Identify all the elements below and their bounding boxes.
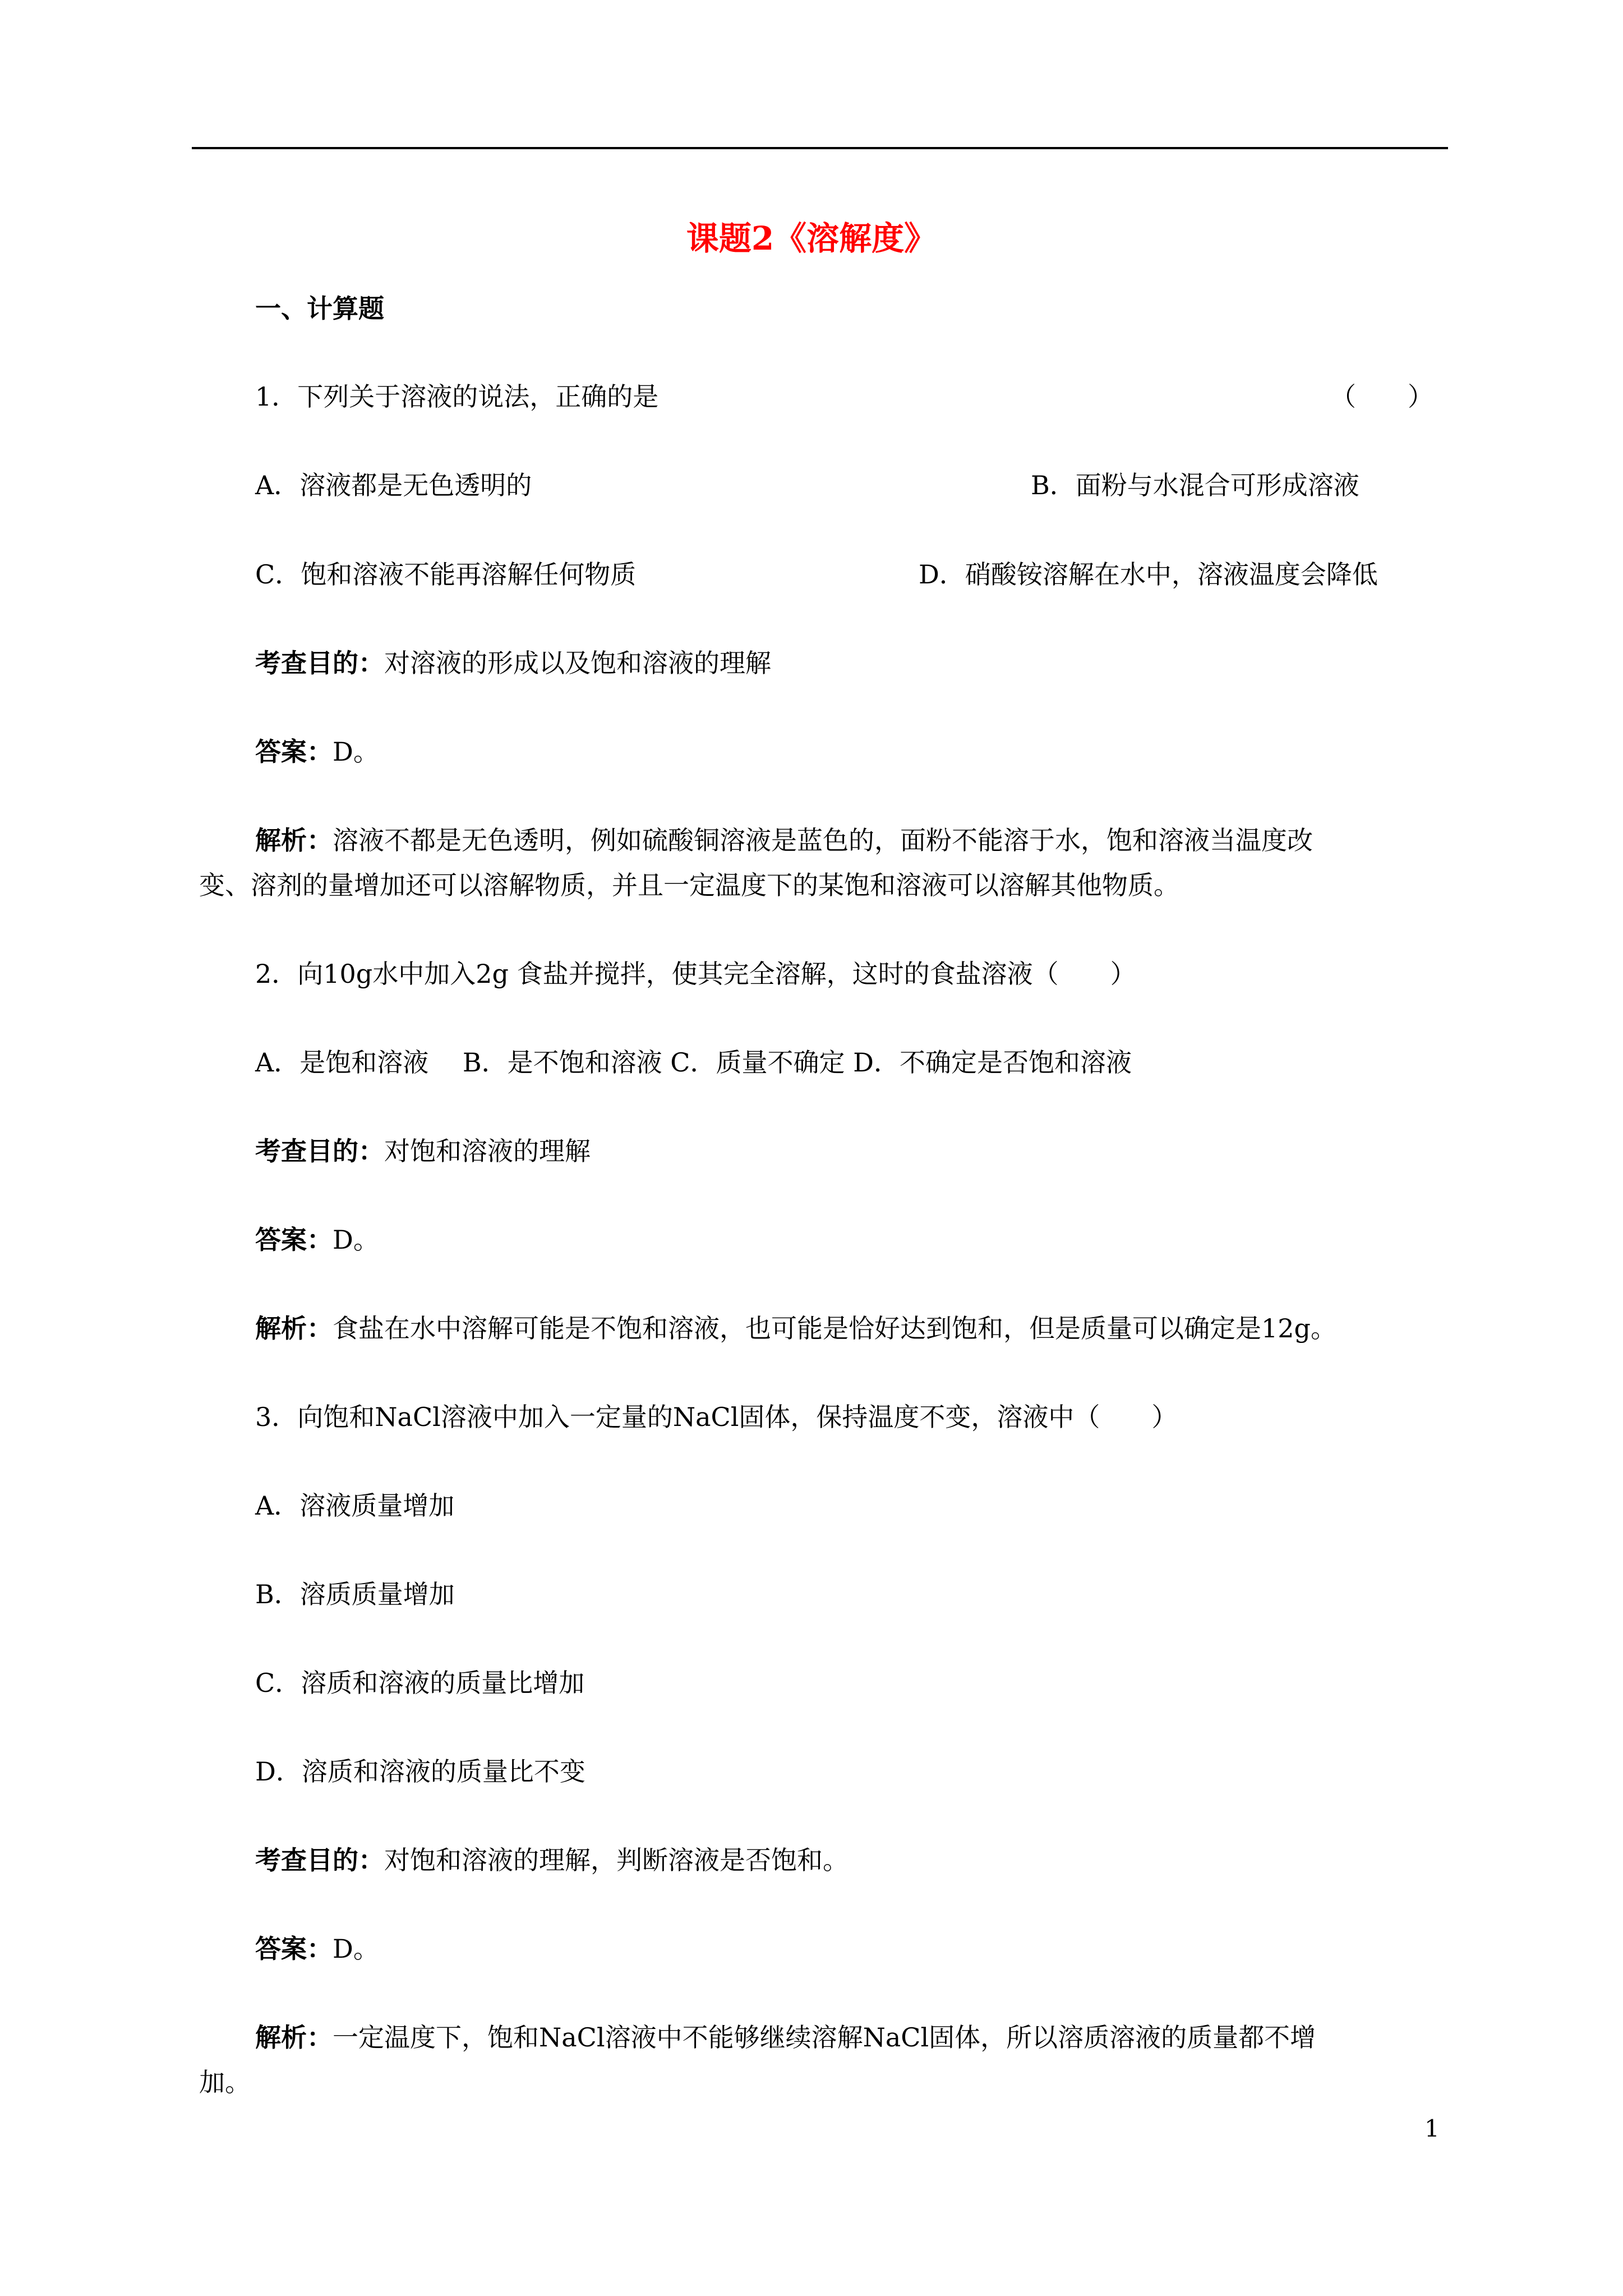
question-3-answer [255,1931,379,1967]
question-1-option-c: C．饱和溶液不能再溶解任何物质 [255,559,637,590]
analysis-text: 溶液不都是无色透明，例如硫酸铜溶液是蓝色的，面粉不能溶于水，饱和溶液当温度改 [333,825,1313,855]
answer-label: 答案： [255,1225,333,1255]
purpose-label: 考查目的： [255,1845,384,1875]
page-title: 课题2《溶解度》 [686,219,937,257]
analysis-label: 解析： [255,825,333,855]
section-heading: 一、计算题 [255,293,384,324]
question-3-stem: 3．向饱和NaCl溶液中加入一定量的NaCl固体，保持温度不变，溶液中（ ） [255,1402,1178,1432]
question-3-purpose [255,1842,849,1878]
analysis-text: 一定温度下，饱和NaCl溶液中不能够继续溶解NaCl固体，所以溶质溶液的质量都不增 [333,2022,1316,2053]
purpose-label: 考查目的： [255,1136,384,1166]
page-number: 1 [1424,2115,1440,2142]
question-1-analysis-continued: 变、溶剂的量增加还可以溶解物质，并且一定温度下的某饱和溶液可以溶解其他物质。 [199,870,1179,900]
question-1-stem: 1．下列关于溶液的说法，正确的是 [255,381,659,412]
question-1-answer-bracket: （ ） [1330,381,1433,412]
analysis-text: 食盐在水中溶解可能是不饱和溶液，也可能是恰好达到饱和，但是质量可以确定是12g。 [333,1313,1336,1343]
header-rule [192,147,1448,149]
question-3-option-c: C．溶质和溶液的质量比增加 [255,1668,585,1698]
question-2-analysis [255,1310,1336,1346]
question-1-option-d: D．硝酸铵溶解在水中，溶液温度会降低 [919,559,1378,590]
question-1-analysis [255,822,1313,858]
answer-label: 答案： [255,737,333,767]
answer-text: D。 [333,737,379,767]
question-2-purpose [255,1133,591,1169]
purpose-text: 对溶液的形成以及饱和溶液的理解 [384,648,771,678]
question-2-stem: 2．向10g水中加入2g 食盐并搅拌，使其完全溶解，这时的食盐溶液（ ） [255,959,1136,989]
purpose-text: 对饱和溶液的理解 [384,1136,591,1166]
analysis-label: 解析： [255,2022,333,2053]
question-3-option-b: B．溶质质量增加 [255,1579,455,1609]
answer-text: D。 [333,1934,379,1964]
purpose-text: 对饱和溶液的理解，判断溶液是否饱和。 [384,1845,849,1875]
question-2-answer [255,1222,379,1258]
question-1-option-a: A．溶液都是无色透明的 [255,470,532,500]
question-3-option-d: D．溶质和溶液的质量比不变 [255,1756,585,1787]
question-1-option-b: B．面粉与水混合可形成溶液 [1031,470,1359,500]
answer-label: 答案： [255,1934,333,1964]
question-3-analysis-continued: 加。 [199,2067,251,2097]
question-3-analysis [255,2019,1316,2055]
question-1-purpose [255,645,771,681]
analysis-label: 解析： [255,1313,333,1343]
question-1-answer [255,734,379,770]
question-2-options: A．是饱和溶液 B．是不饱和溶液 C．质量不确定 D．不确定是否饱和溶液 [255,1047,1132,1078]
answer-text: D。 [333,1225,379,1255]
purpose-label: 考查目的： [255,648,384,678]
question-3-option-a: A．溶液质量增加 [255,1490,455,1521]
